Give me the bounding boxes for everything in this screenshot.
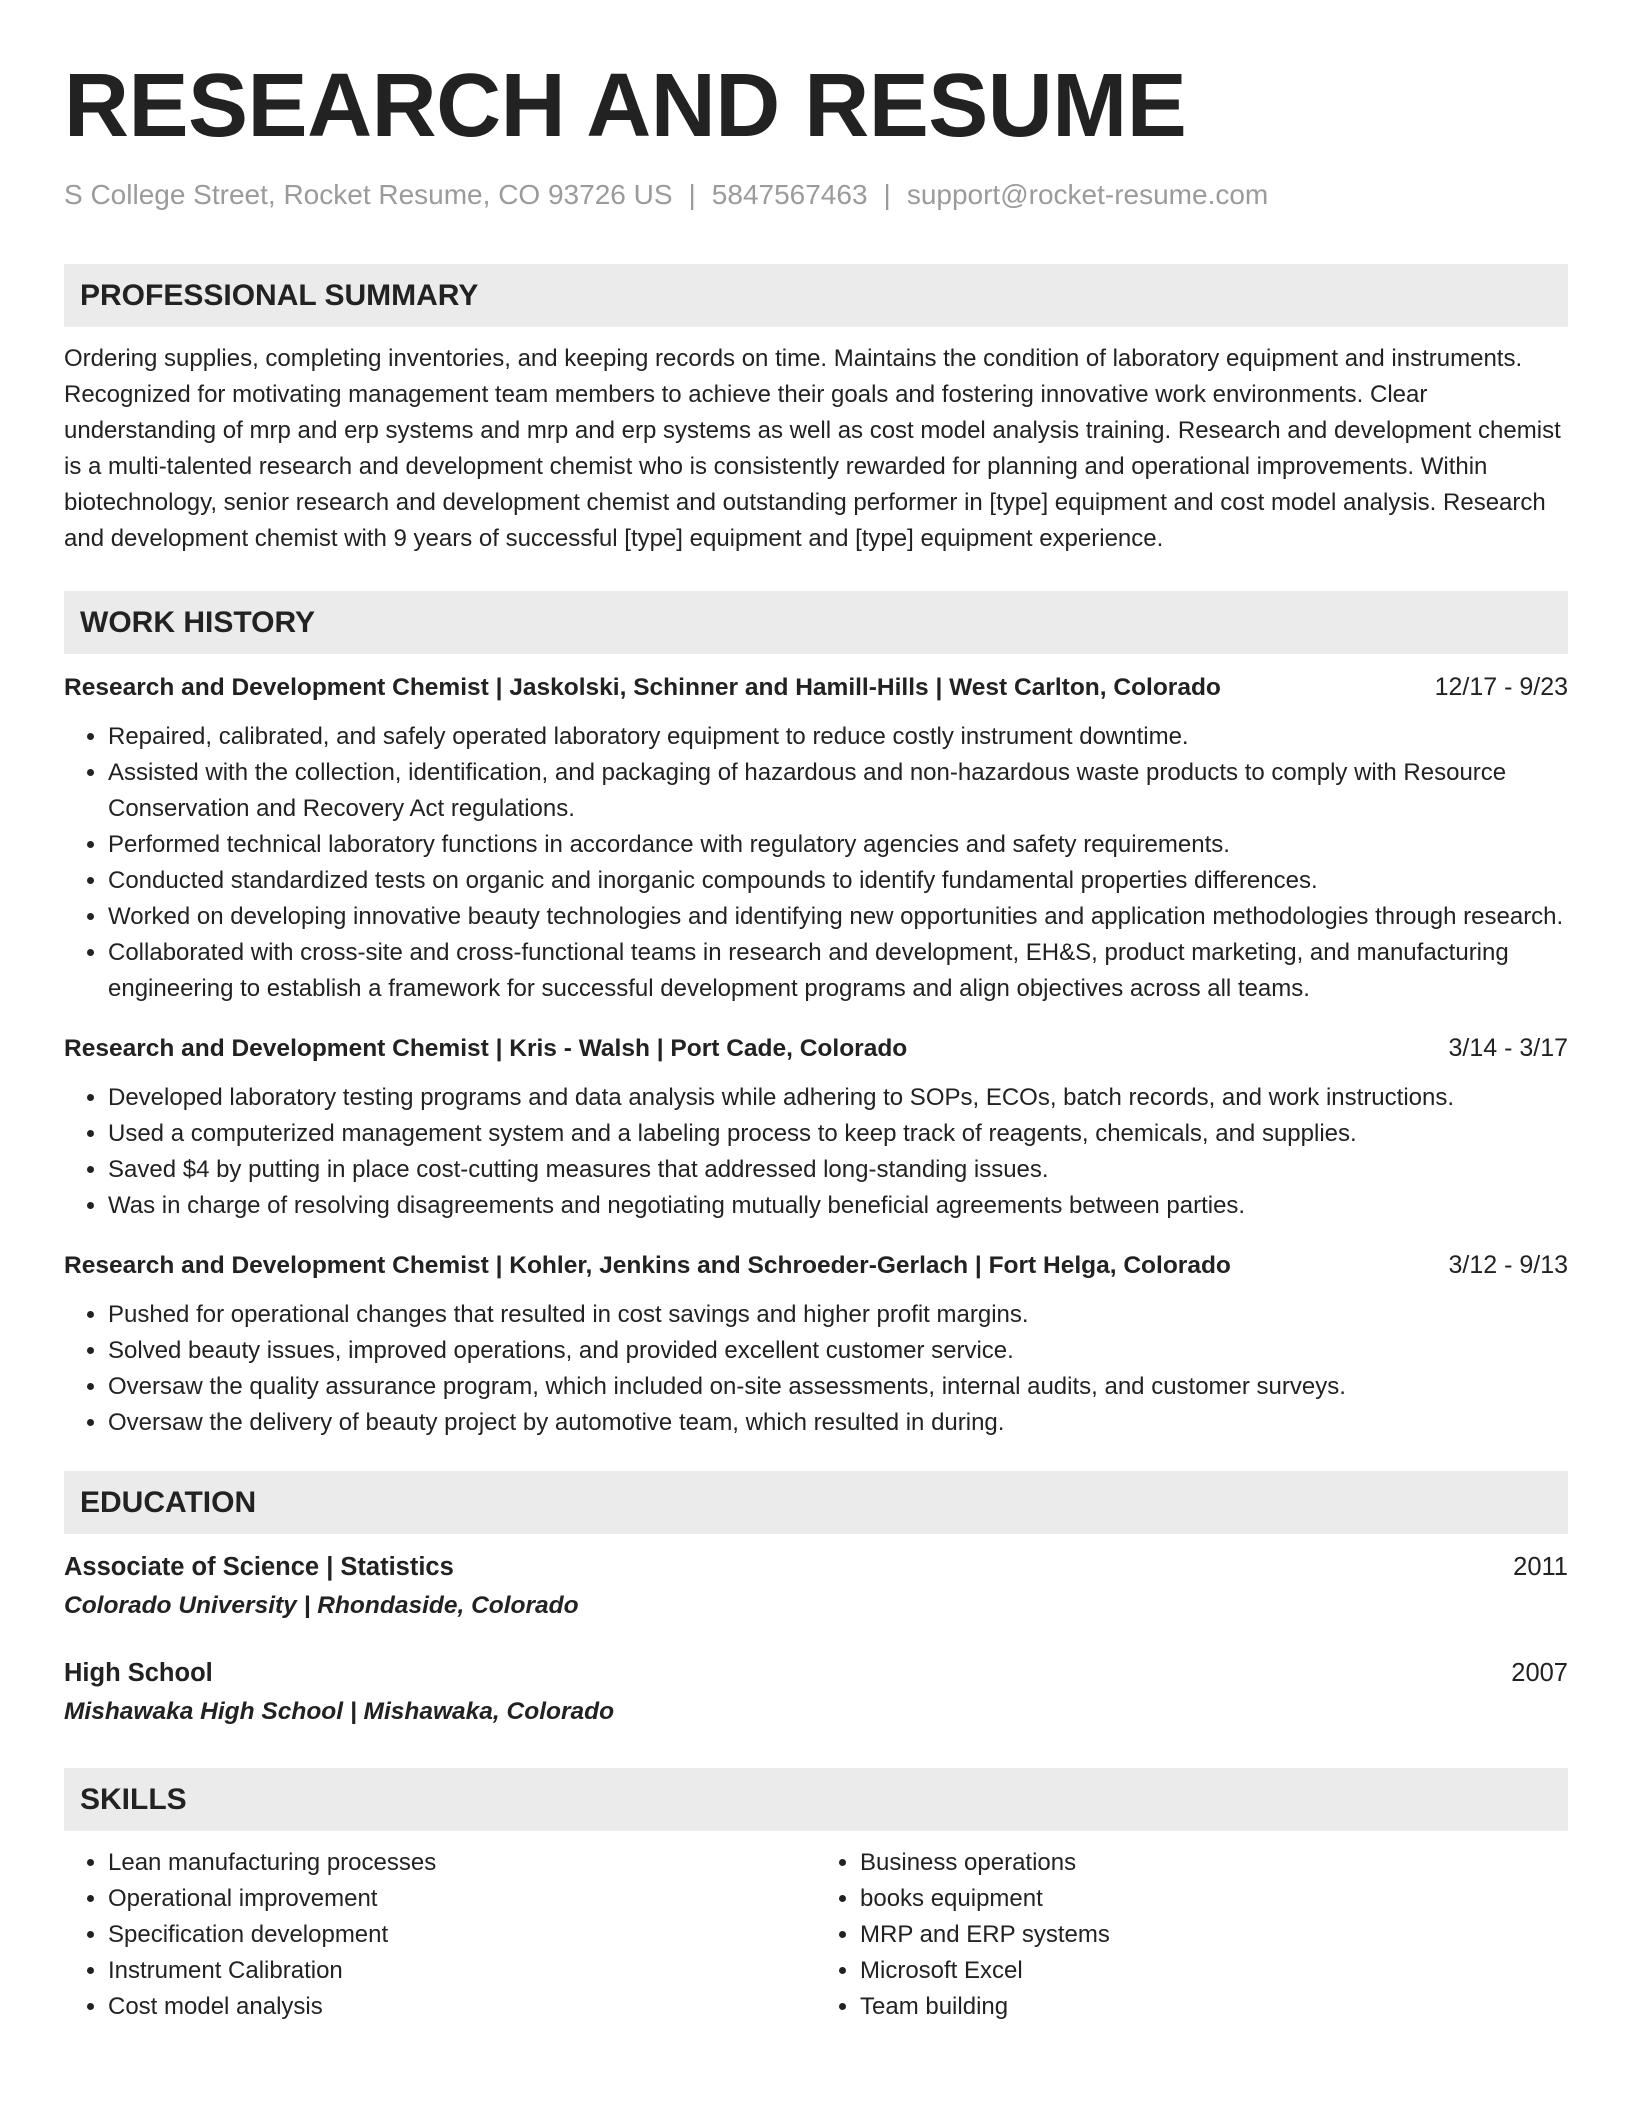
job-bullet: • Used a computerized management system and a labeling process to keep track of reagents, chemicals, and supplies. xyxy=(108,1116,1568,1152)
job-entry xyxy=(64,670,1568,1007)
skill-item: • Team building xyxy=(860,1989,1568,2025)
job-entry xyxy=(64,1031,1568,1224)
job-bullet: • Oversaw the quality assurance program, which included on-site assessments, internal audits, and customer surveys. xyxy=(108,1369,1568,1405)
job-bullet: • Solved beauty issues, improved operations, and provided excellent customer service. xyxy=(108,1333,1568,1369)
job-bullet: • Assisted with the collection, identification, and packaging of hazardous and non-hazardous waste products to comply with Resource Conservation and Recovery Act regulations. xyxy=(108,755,1568,827)
job-bullet: • Pushed for operational changes that resulted in cost savings and higher profit margins. xyxy=(108,1297,1568,1333)
job-bullet: • Worked on developing innovative beauty technologies and identifying new opportunities and application methodologies through research. xyxy=(108,899,1568,935)
job-dates: 3/14 - 3/17 xyxy=(1448,1034,1568,1062)
job-bullet: • Oversaw the delivery of beauty project by automotive team, which resulted in during. xyxy=(108,1405,1568,1441)
candidate-name: RESEARCH AND RESUME xyxy=(64,56,1187,156)
education-entry xyxy=(64,1548,1568,1626)
job-bullet: • Was in charge of resolving disagreements and negotiating mutually beneficial agreements between parties. xyxy=(108,1188,1568,1224)
skill-item: • Business operations xyxy=(860,1845,1568,1881)
section-header-skills: SKILLS xyxy=(64,1768,1568,1831)
skill-item: • Specification development xyxy=(108,1917,816,1953)
job-dates: 3/12 - 9/13 xyxy=(1448,1251,1568,1279)
job-bullet: • Conducted standardized tests on organic and inorganic compounds to identify fundamental properties differences. xyxy=(108,863,1568,899)
job-bullets xyxy=(64,1080,1568,1224)
skill-item: • books equipment xyxy=(860,1881,1568,1917)
contact-separator: | xyxy=(883,179,891,210)
job-title: Research and Development Chemist | Jaskolski, Schinner and Hamill-Hills | West Carlton, Colorado xyxy=(64,674,1221,701)
skill-item: • Lean manufacturing processes xyxy=(108,1845,816,1881)
summary-text: Ordering supplies, completing inventories, and keeping records on time. Maintains the condition of laboratory equipment and instruments. Recognized for motivating management team members to achieve their goals and fostering innovative work environments. Clear understanding of mrp and erp systems and mrp and erp systems as well as cost model analysis training. Research and development chemist is a multi-talented research and development chemist who is consistently rewarded for planning and operational improvements. Within biotechnology, senior research and development chemist and outstanding performer in [type] equipment and cost model analysis. Research and development chemist with 9 years of successful [type] equipment and [type] equipment experience. xyxy=(64,345,1561,552)
education-year: 2007 xyxy=(1511,1659,1568,1687)
job-title: Research and Development Chemist | Kohler, Jenkins and Schroeder-Gerlach | Fort Helga, Colorado xyxy=(64,1252,1231,1279)
contact-email: support@rocket-resume.com xyxy=(906,179,1269,210)
skills-column-right xyxy=(816,1845,1568,2025)
contact-address: S College Street, Rocket Resume, CO 93726 US xyxy=(64,179,673,210)
job-bullet: • Performed technical laboratory functions in accordance with regulatory agencies and safety requirements. xyxy=(108,827,1568,863)
skill-item: • Microsoft Excel xyxy=(860,1953,1568,1989)
education-school: Mishawaka High School | Mishawaka, Colorado xyxy=(64,1698,615,1725)
section-header-work-history: WORK HISTORY xyxy=(64,591,1568,654)
job-bullets xyxy=(64,1297,1568,1441)
education-year: 2011 xyxy=(1513,1553,1568,1581)
job-bullet: • Collaborated with cross-site and cross-functional teams in research and development, EH&S, product marketing, and manufacturing engineering to establish a framework for successful development programs and align objectives across all teams. xyxy=(108,935,1568,1007)
job-bullet: • Repaired, calibrated, and safely operated laboratory equipment to reduce costly instrument downtime. xyxy=(108,719,1568,755)
section-header-summary: PROFESSIONAL SUMMARY xyxy=(64,264,1568,327)
skills-column-left xyxy=(64,1845,816,2025)
education-header xyxy=(64,1654,1568,1692)
contact-separator: | xyxy=(688,179,696,210)
job-header xyxy=(64,670,1568,705)
education-header xyxy=(64,1548,1568,1586)
skill-item: • Cost model analysis xyxy=(108,1989,816,2025)
job-header xyxy=(64,1248,1568,1283)
skill-item: • Instrument Calibration xyxy=(108,1953,816,1989)
job-entry xyxy=(64,1248,1568,1441)
job-dates: 12/17 - 9/23 xyxy=(1434,673,1568,701)
skills-list xyxy=(64,1845,1568,2025)
education-degree: High School xyxy=(64,1659,213,1687)
contact-line xyxy=(64,178,1568,212)
skill-item: • MRP and ERP systems xyxy=(860,1917,1568,1953)
education-entry xyxy=(64,1654,1568,1732)
job-bullet: • Saved $4 by putting in place cost-cutting measures that addressed long-standing issues. xyxy=(108,1152,1568,1188)
job-title: Research and Development Chemist | Kris - Walsh | Port Cade, Colorado xyxy=(64,1035,908,1062)
job-header xyxy=(64,1031,1568,1066)
section-header-education: EDUCATION xyxy=(64,1471,1568,1534)
skill-item: • Operational improvement xyxy=(108,1881,816,1917)
education-degree: Associate of Science | Statistics xyxy=(64,1553,454,1581)
job-bullets xyxy=(64,719,1568,1007)
education-school: Colorado University | Rhondaside, Colorado xyxy=(64,1592,579,1619)
contact-phone: 5847567463 xyxy=(711,179,868,210)
job-bullet: • Developed laboratory testing programs and data analysis while adhering to SOPs, ECOs, batch records, and work instructions. xyxy=(108,1080,1568,1116)
